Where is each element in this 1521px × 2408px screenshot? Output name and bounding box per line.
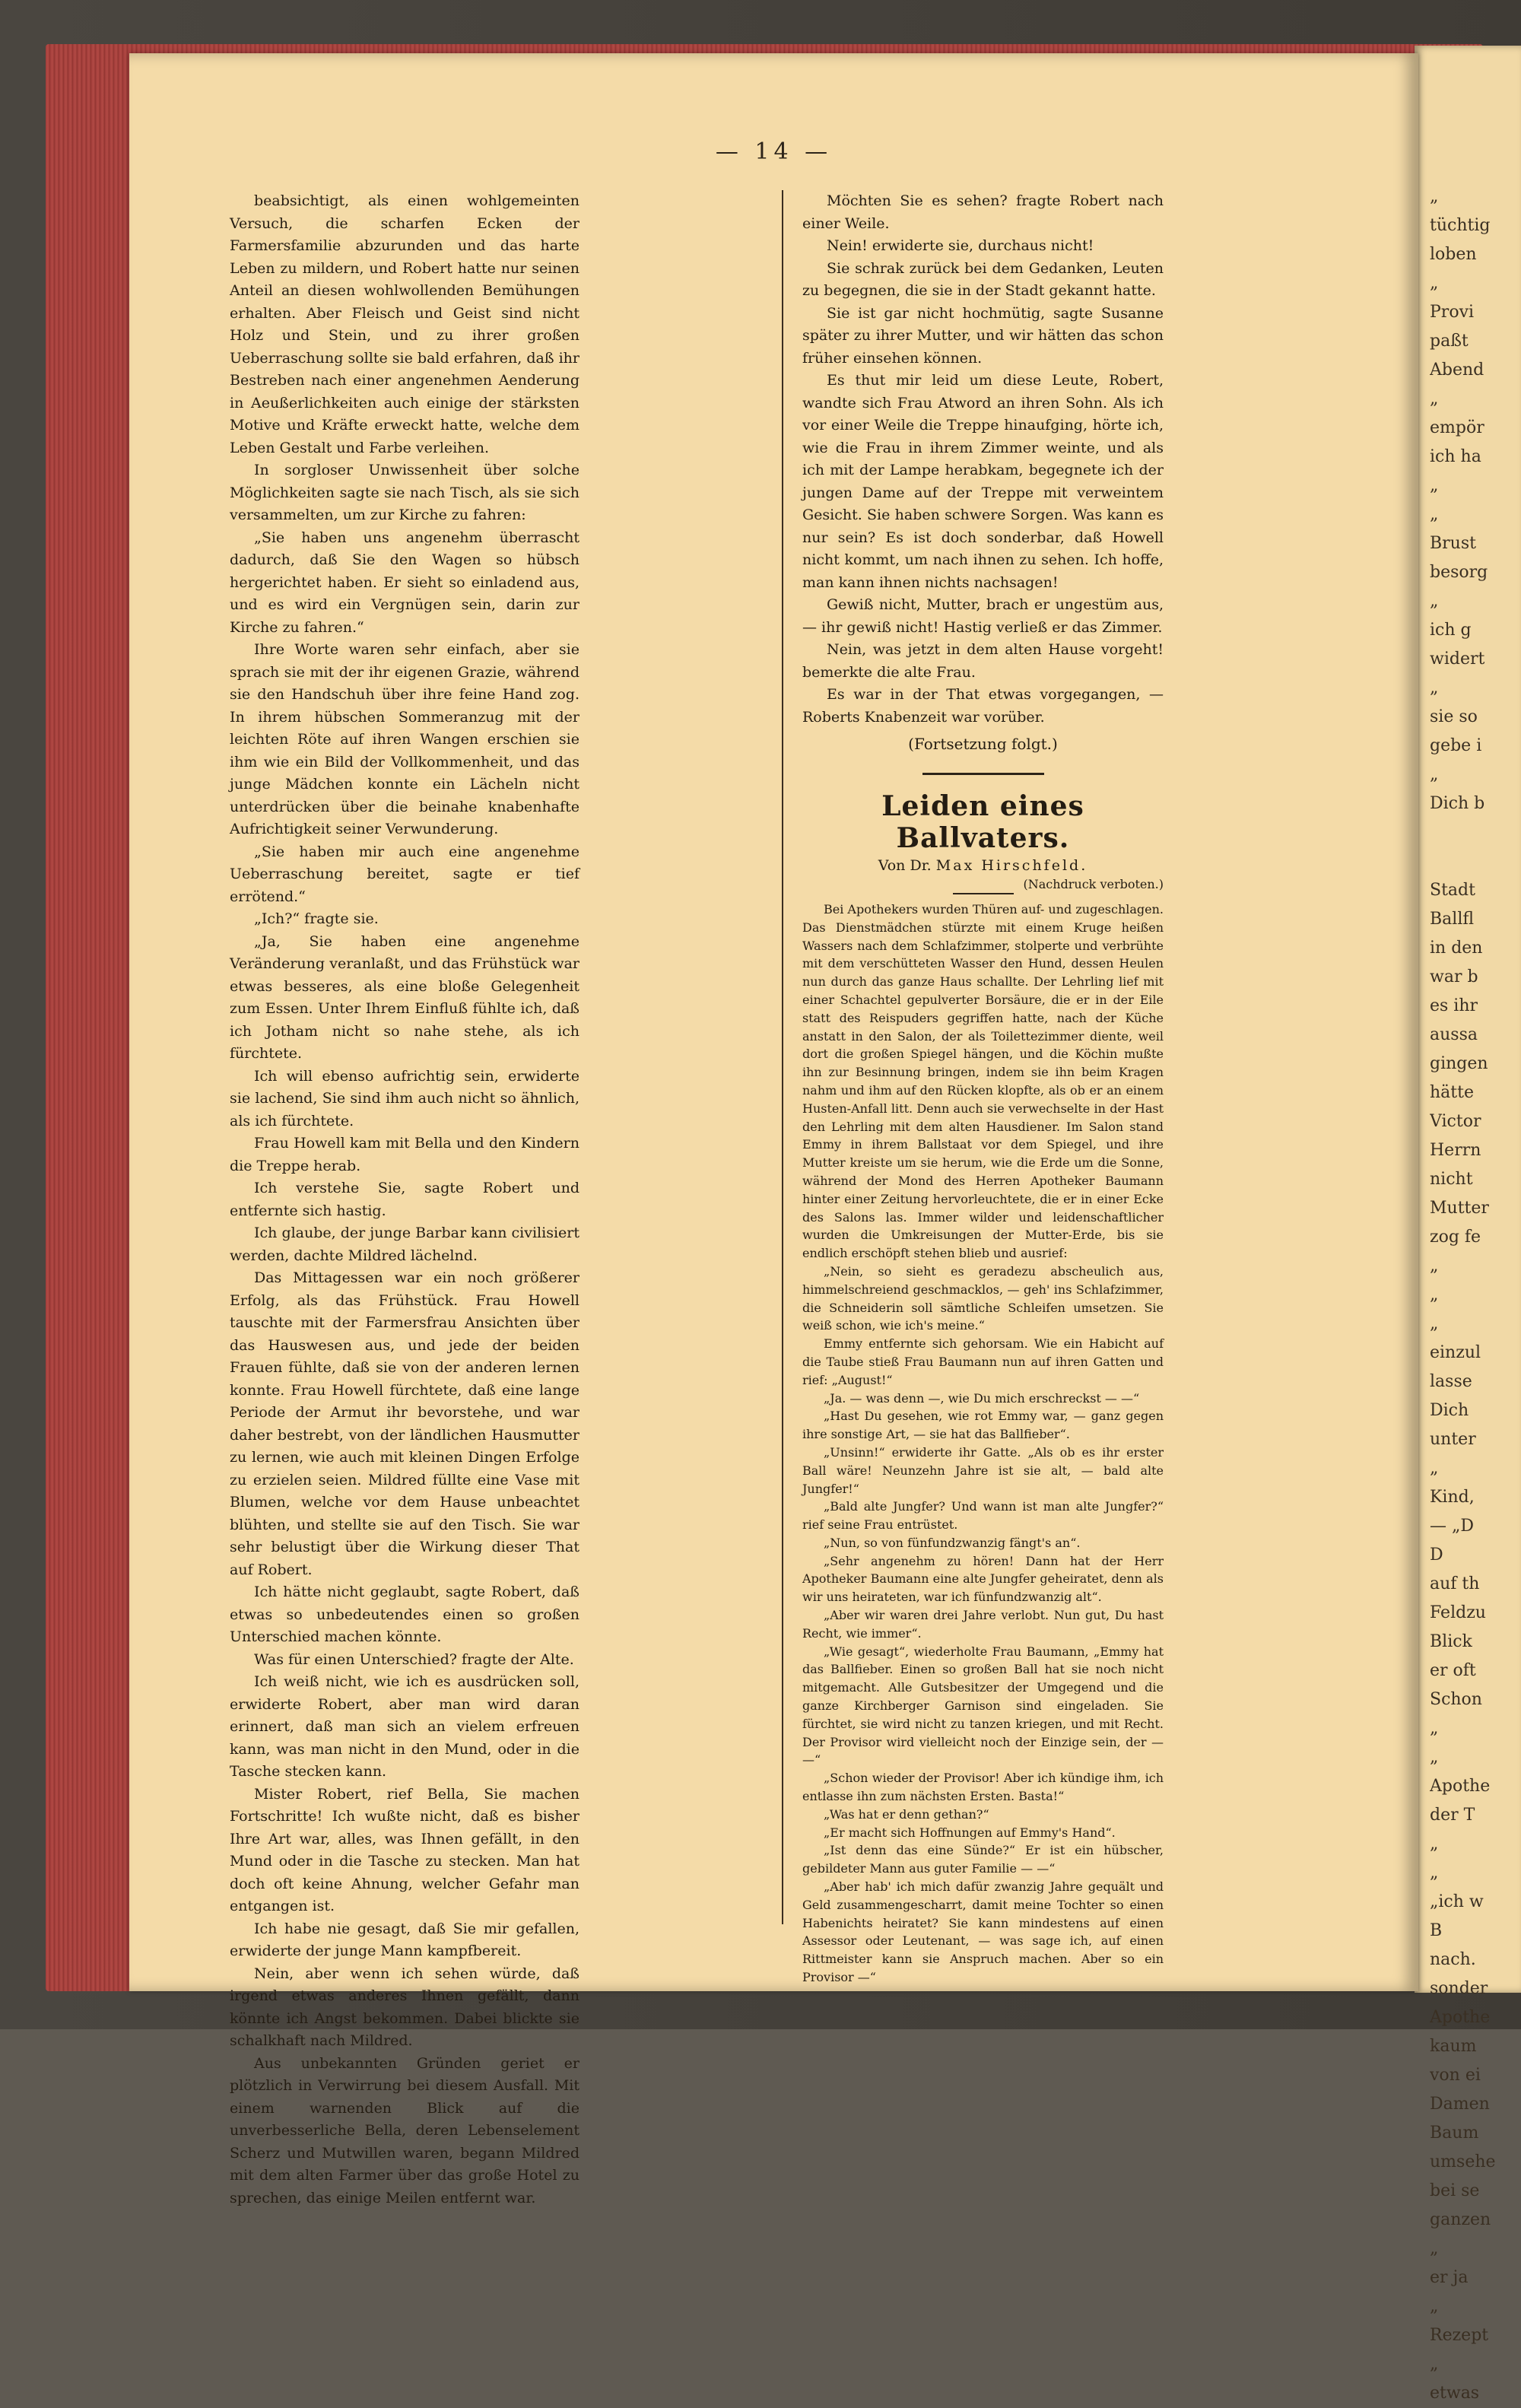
paragraph: Ich hätte nicht geglaubt, sagte Robert, daß etwas so unbedeutendes einen so großen Unterschied machen könnte. [230, 1584, 580, 1645]
paragraph: Möchten Sie es sehen? fragte Robert nach einer Weile. [802, 192, 1164, 232]
paragraph: Ich glaube, der junge Barbar kann civilisiert werden, dachte Mildred lächelnd. [230, 1225, 580, 1264]
paragraph: Ich verstehe Sie, sagte Robert und entfernte sich hastig. [230, 1180, 580, 1219]
paragraph: Nein, aber wenn ich sehen würde, daß irgend etwas anderes Ihnen gefällt, dann könnte ich Angst bekommen. Dabei blickte sie schalkhaft nach Mildred. [230, 1965, 580, 2049]
paragraph: „Was hat er denn gethan?“ [824, 1806, 989, 1822]
paragraph: Es war in der That etwas vorgegangen, — Roberts Knabenzeit war vorüber. [802, 686, 1164, 726]
author-prefix: Von Dr. [878, 857, 932, 874]
paragraph: „Unsinn!“ erwiderte ihr Gatte. „Als ob es ihr erster Ball wäre! Neunzehn Jahre ist sie alt, — bald alte Jungfer!“ [802, 1444, 1164, 1496]
paragraph: Sie schrak zurück bei dem Gedanken, Leuten zu begegnen, die sie in der Stadt gekannt hatte. [802, 259, 1164, 299]
paragraph: Frau Howell kam mit Bella und den Kindern die Treppe herab. [230, 1135, 580, 1174]
paragraph: Was für einen Unterschied? fragte der Alte. [254, 1650, 574, 1668]
right-column [802, 190, 1164, 1987]
left-column [230, 190, 580, 2209]
column-divider [782, 190, 783, 1924]
paragraph: Nein! erwiderte sie, durchaus nicht! [827, 237, 1094, 254]
paragraph: Emmy entfernte sich gehorsam. Wie ein Habicht auf die Taube stieß Frau Baumann nun auf ihren Gatten und rief: „August!“ [802, 1336, 1164, 1387]
paragraph: „Ja. — was denn —, wie Du mich erschreckst — —“ [824, 1390, 1140, 1406]
paragraph: „Aber hab' ich mich dafür zwanzig Jahre gequält und Geld zusammengescharrt, damit meine Tochter so einen Habenichts heiratet? Sie kann mindestens auf einen Assessor oder Leutenant, — was sage ich, auf einen Rittmeister kann sie Anspruch machen. Aber so ein Provisor —“ [802, 1879, 1164, 1985]
document-page [129, 53, 1418, 2206]
paragraph: Nein, was jetzt in dem alten Hause vorgeht! bemerkte die alte Frau. [802, 641, 1164, 681]
paragraph: Ihre Worte waren sehr einfach, aber sie sprach sie mit der ihr eigenen Grazie, während sie den Handschuh über ihre feine Hand zog. In ihrem hübschen Sommeranzug mit der leichten Röte auf ihren Wangen erschien sie ihm wie ein Bild der Vollkommenheit, und das junge Mädchen konnte ein Lächeln nicht unterdrücken über die beinahe knabenhafte Aufrichtigkeit seiner Verwunderung. [230, 641, 580, 837]
paragraph: „Er macht sich Hoffnungen auf Emmy's Hand“. [824, 1825, 1116, 1840]
paragraph: Gewiß nicht, Mutter, brach er ungestüm aus, — ihr gewiß nicht! Hastig verließ er das Zimmer. [802, 596, 1164, 636]
reprint-note: (Nachdruck verboten.) [1023, 877, 1164, 891]
paragraph: „Ja, Sie haben eine angenehme Veränderung veranlaßt, und das Frühstück war etwas besseres, als eine bloße Gelegenheit zum Essen. Unter Ihrem Einfluß fühlte ich, daß ich Jotham nicht so nahe stehe, als ich fürchtete. [230, 932, 580, 1062]
continuation-note: (Fortsetzung folgt.) [908, 735, 1058, 753]
paragraph: „Sehr angenehm zu hören! Dann hat der Herr Apotheker Baumann eine alte Jungfer geheiratet, denn als wir uns heirateten, war ich fünfundzwanzig alt“. [802, 1553, 1164, 1605]
paragraph: In sorgloser Unwissenheit über solche Möglichkeiten sagte sie nach Tisch, als sie sich versammelten, um zur Kirche zu fahren: [230, 462, 580, 523]
paragraph: „Schon wieder der Provisor! Aber ich kündige ihm, ich entlasse ihn zum nächsten Ersten. Basta!“ [802, 1771, 1164, 1804]
story-body [802, 901, 1164, 1987]
paragraph: „Bald alte Jungfer? Und wann ist man alte Jungfer?“ rief seine Frau entrüstet. [802, 1499, 1164, 1533]
paragraph: „Aber wir waren drei Jahre verlobt. Nun gut, Du hast Recht, wie immer“. [802, 1608, 1164, 1641]
paragraph: „Sie haben uns angenehm überrascht dadurch, daß Sie den Wagen so hübsch hergerichtet haben. Er sieht so einladend aus, und es wird ein Vergnügen sein, darin zur Kirche zu fahren.“ [230, 529, 580, 636]
paragraph: „Ich?“ fragte sie. [254, 910, 379, 927]
paragraph: „Nun, so von fünfundzwanzig fängt's an“. [824, 1535, 1081, 1550]
author-name: Max Hirschfeld. [935, 857, 1088, 874]
paragraph: Mister Robert, rief Bella, Sie machen Fortschritte! Ich wußte nicht, daß es bisher Ihre Art war, alles, was Ihnen gefällt, in den Mund oder in die Tasche zu stecken. Man hat doch oft keine Ahnung, welcher Gefahr man entgangen ist. [230, 1785, 580, 1914]
paragraph: „Wie gesagt“, wiederholte Frau Baumann, „Emmy hat das Ballfieber. Einen so großen Ball hat sie noch nicht mitgemacht. Alle Gutsbesitzer der Umgegend und die ganze Kirchberger Garnison sind eingeladen. Sie fürchtet, sie wird nicht zu tanzen kriegen, und mit Recht. Der Provisor wird vielleicht noch der Einzige sein, der — —“ [802, 1644, 1164, 1768]
paragraph: Ich will ebenso aufrichtig sein, erwiderte sie lachend, Sie sind ihm auch nicht so ähnlich, als ich fürchtete. [230, 1067, 580, 1129]
next-page-text: „ tüchtig loben „ Provi paßt Abend „ empör ich ha „ „ Brust besorg „ ich g widert „ sie so gebe i „ Dich b Stadt Ballfl in den war b es ihr aussa gingen hätte Victor Herrn nicht Mutter zog fe „ „ „ einzul lasse Dich unter „ Kind, — „D D auf th Feldzu Blick er oft Schon „ „ Apothe der T „ „ „ich w B nach. sonder Apothe kaum von ei Damen Baum umsehe bei se ganzen „ er ja „ Rezept „ etwas [1430, 187, 1496, 2403]
paragraph: „Hast Du gesehen, wie rot Emmy war, — ganz gegen ihre sonstige Art, — sie hat das Ballfieber“. [802, 1409, 1164, 1442]
paragraph: „Ist denn das eine Sünde?“ Er ist ein hübscher, gebildeter Mann aus guter Familie — —“ [802, 1843, 1164, 1876]
paragraph: Ich weiß nicht, wie ich es ausdrücken soll, erwiderte Robert, aber man wird daran erinnert, daß man sich an vielem erfreuen kann, was man nicht in den Mund, oder in die Tasche stecken kann. [230, 1673, 580, 1780]
story-author [802, 857, 1164, 874]
paragraph: Es thut mir leid um diese Leute, Robert, wandte sich Frau Atword an ihren Sohn. Als ich vor einer Weile die Treppe hinaufging, hörte ich, wie die Frau in ihrem Zimmer weinte, und als ich mit der Lampe herabkam, begegnete ich der jungen Dame auf der Treppe mit verweintem Gesicht. Sie haben schwere Sorgen. Was kann es nur sein? Es ist doch sonderbar, daß Howell nicht kommt, um nach ihnen zu sehen. Ich hoffe, man kann ihnen nichts nachsagen! [802, 372, 1164, 591]
paragraph: Aus unbekannten Gründen geriet er plötzlich in Verwirrung bei diesem Ausfall. Mit einem warnenden Blick auf die unverbesserliche Bella, deren Lebenselement Scherz und Mutwillen waren, begann Mildred mit dem alten Farmer über das große Hotel zu sprechen, das einige Meilen entfernt war. [230, 2054, 580, 2206]
paragraph: „Nein, so sieht es geradezu abscheulich aus, himmelschreiend geschmacklos, — geh' ins Schlafzimmer, die Schneiderin soll sämtliche Schleifen umsetzen. Sie weiß schon, wie ich's meine.“ [802, 1263, 1164, 1333]
section-separator [922, 773, 1044, 775]
title-rule [953, 893, 1014, 894]
paragraph: Das Mittagessen war ein noch größerer Erfolg, als das Frühstück. Frau Howell tauschte mit der Farmersfrau Ansichten über das Hauswesen aus, und jede der beiden Frauen fühlte, daß sie von der anderen lernen konnte. Frau Howell fürchtete, daß eine lange Periode der Armut ihr bevorstehe, und war daher bestrebt, von der ländlichen Hausmutter zu lernen, wie auch mit kleinen Dingen Erfolge zu erzielen seien. Mildred füllte eine Vase mit Blumen, welche vor dem Hause unbeachtet blühten, und stellte sie auf den Tisch. Sie war sehr belustigt über die Wirkung dieser That auf Robert. [230, 1269, 580, 1578]
paragraph: „Sie haben mir auch eine angenehme Ueberraschung bereitet, sagte er tief errötend.“ [230, 843, 580, 905]
page-number: — 14 — [715, 138, 833, 165]
paragraph: Sie ist gar nicht hochmütig, sagte Susanne später zu ihrer Mutter, und wir hätten das schon früher einsehen können. [802, 304, 1164, 367]
story-title: Leiden eines Ballvaters. [881, 790, 1084, 854]
next-page-edge [1415, 46, 1521, 2403]
paragraph: Ich habe nie gesagt, daß Sie mir gefallen, erwiderte der junge Mann kampfbereit. [230, 1920, 580, 1959]
paragraph: Bei Apothekers wurden Thüren auf- und zugeschlagen. Das Dienstmädchen stürzte mit einem Kruge heißen Wassers nach dem Schlafzimmer, stolperte und verbrühte mit dem verschütteten Wasser den Hund, dessen Heulen nun durch das ganze Haus schallte. Der Lehrling lief mit einer Schachtel gepulverter Borsäure, die er in der Eile statt des Reispuders gegriffen hatte, nach der Küche anstatt in den Salon, der als Toilettezimmer diente, weil dort die großen Spiegel hängen, und die Köchin mußte ihn zur Besinnung bringen, indem sie ihn beim Kragen nahm und ihm auf den Rücken klopfte, als ob er an einem Husten-Anfall litt. Denn auch sie verwechselte in der Hast den Lehrling mit dem alten Hausdiener. Im Salon stand Emmy in ihrem Ballstaat vor dem Spiegel, und ihre Mutter kreiste um sie herum, wie die Erde um die Sonne, während der Mond des Herren Apotheker Baumann hinter einer Zeitung hervorleuchtete, die er in einer Ecke des Salons las. Immer wilder und leidenschaftlicher wurden die Umkreisungen der Mutter-Erde, bis sie endlich erschöpft stehen blieb und ausrief: [802, 902, 1164, 1261]
paragraph: beabsichtigt, als einen wohlgemeinten Versuch, die scharfen Ecken der Farmersfamilie abzurunden und das harte Leben zu mildern, und Robert hatte nur seinen Anteil an diesen wohlwollenden Bemühungen erhalten. Aber Fleisch und Geist sind nicht Holz und Stein, und zu ihrer großen Ueberraschung sollte sie bald erfahren, daß ihr Bestreben nach einer angenehmen Aenderung in Aeußerlichkeiten auch einige der stärksten Motive und Kräfte erweckt hatte, welche dem Leben Gestalt und Farbe verleihen. [230, 192, 580, 456]
right-column-text [802, 190, 1164, 729]
